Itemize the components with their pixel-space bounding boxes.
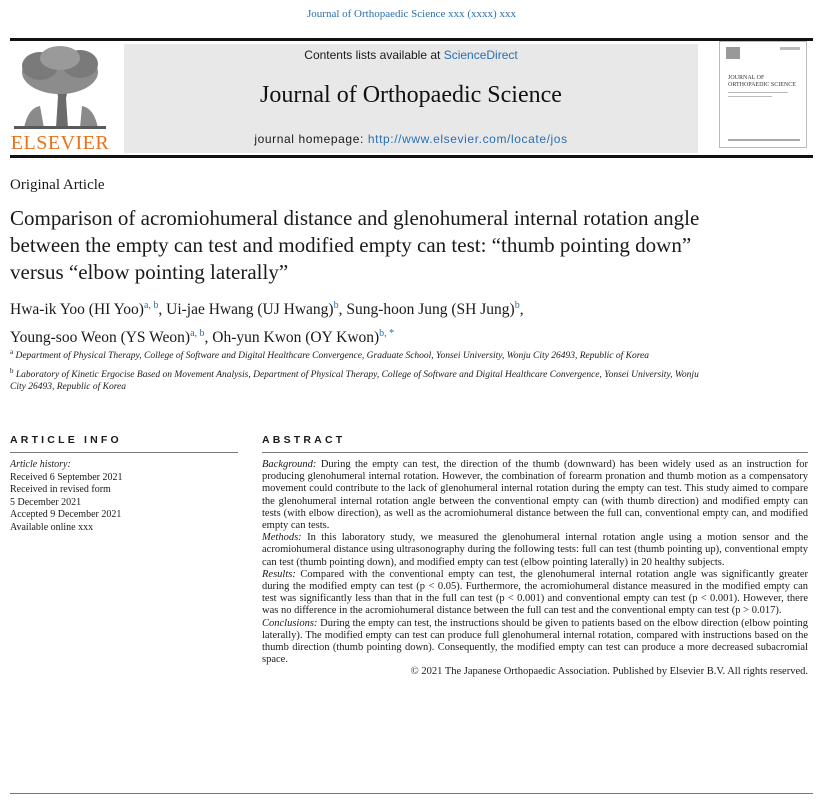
author-list <box>10 294 770 350</box>
author-affil-mark[interactable]: a, b <box>143 300 159 311</box>
abstract-column <box>262 434 808 679</box>
author-affil-mark[interactable]: b, * <box>379 328 395 340</box>
footer-rule <box>10 793 813 794</box>
abstract-heading: ABSTRACT <box>262 434 808 453</box>
abstract-body <box>262 459 808 679</box>
history-item: Received in revised form <box>10 484 111 495</box>
affiliations <box>10 346 710 396</box>
author-separator: , <box>519 301 524 319</box>
contents-line <box>124 48 698 62</box>
abstract-label: Background: <box>262 459 317 470</box>
abstract-text: Compared with the conventional empty can test, the glenohumeral internal rotation angle was significantly greater during the modified empty can test (p < 0.05). Furthermore, the acromiohumeral distance measured in the modified empty can test was significantly less than that in the full can test (p < 0.001) and conventional empty can test (p < 0.001). However, there was no difference in the acromiohumeral distance between the full can test and the conventional empty can test (p > 0.017). <box>262 568 809 617</box>
article-info-heading: ARTICLE INFO <box>10 434 238 453</box>
journal-cover-thumbnail[interactable] <box>719 41 807 148</box>
author-name[interactable]: Young-soo Weon (YS Weon) <box>10 329 191 347</box>
cover-logo-icon <box>726 47 740 59</box>
author-affil-mark[interactable]: b <box>333 300 339 311</box>
running-head[interactable]: Journal of Orthopaedic Science xxx (xxxx) xxx <box>307 8 516 20</box>
history-label: Article history: <box>10 459 71 470</box>
affiliation-text: Department of Physical Therapy, College of Software and Digital Healthcare Convergence, Graduate School, Yonsei University, Wonju City 26493, Republic of Korea <box>15 351 650 362</box>
homepage-line <box>124 132 698 146</box>
copyright-notice: © 2021 The Japanese Orthopaedic Association. Published by Elsevier B.V. All rights reserved. <box>410 666 808 678</box>
cover-journal-title: JOURNAL OF ORTHOPAEDIC SCIENCE <box>728 75 796 88</box>
article-type: Original Article <box>10 177 105 193</box>
abstract-conclusions <box>262 618 808 667</box>
history-item: Accepted 9 December 2021 <box>10 509 122 520</box>
affiliation-item <box>10 346 710 362</box>
masthead-bottom-rule <box>10 155 813 158</box>
history-item: Received 6 September 2021 <box>10 471 123 483</box>
elsevier-logo <box>10 44 110 154</box>
journal-name: Journal of Orthopaedic Science <box>260 82 562 108</box>
author-separator: , <box>158 301 167 319</box>
article-title: Comparison of acromiohumeral distance and glenohumeral internal rotation angle between the empty can test and modified empty can test: “thumb pointing down” versus “elbow pointing laterally” <box>10 206 700 284</box>
author-name[interactable]: Hwa-ik Yoo (HI Yoo) <box>10 301 144 319</box>
abstract-text: During the empty can test, the direction of the thumb (downward) has been widely used as an instruction for producing glenohumeral internal rotation. However, the combination of forearm pronation and thumb motion as a compensatory movement could contribute to the lack of glenohumeral internal rotation during the empty can test. This study aimed to compare the glenohumeral internal rotation angle between the conventional empty can (with thumb direction) and modified empty can tests (with elbow direction), as well as the acromiohumeral distance between the full can, conventional empty can, and modified empty can tests. <box>262 459 809 532</box>
author-separator: , <box>204 329 213 347</box>
article-history <box>10 459 238 534</box>
history-item: 5 December 2021 <box>10 496 82 508</box>
affiliation-mark: b <box>10 367 14 376</box>
affiliation-item <box>10 365 710 393</box>
cover-footer-bar <box>728 139 800 141</box>
author-name[interactable]: Sung-hoon Jung (SH Jung) <box>346 301 515 319</box>
author-affil-mark[interactable]: b <box>514 300 520 311</box>
author-name[interactable]: Oh-yun Kwon (OY Kwon) <box>212 329 380 347</box>
abstract-background <box>262 459 808 532</box>
abstract-label: Results: <box>262 568 296 580</box>
masthead-top-rule <box>10 38 813 41</box>
homepage-prefix: journal homepage: <box>254 132 368 146</box>
elsevier-tree-icon <box>10 44 110 130</box>
affiliation-mark: a <box>10 348 14 356</box>
cover-issue-mark <box>780 47 800 50</box>
abstract-methods <box>262 532 808 569</box>
history-item: Available online xxx <box>10 521 94 533</box>
abstract-results <box>262 569 808 618</box>
journal-banner <box>124 44 698 153</box>
article-info-column <box>10 434 238 534</box>
author-name[interactable]: Ui-jae Hwang (UJ Hwang) <box>166 301 334 319</box>
publisher-wordmark: ELSEVIER <box>10 132 110 154</box>
abstract-label: Conclusions: <box>262 617 318 629</box>
cover-divider <box>728 92 788 93</box>
sciencedirect-link[interactable]: ScienceDirect <box>443 48 518 62</box>
contents-prefix: Contents lists available at <box>304 48 444 62</box>
cover-divider <box>728 96 772 97</box>
homepage-link[interactable]: http://www.elsevier.com/locate/jos <box>367 132 568 146</box>
abstract-text: During the empty can test, the instructions should be given to patients based on the elbow direction (elbow pointing laterally). The modified empty can test can produce full glenohumeral internal rotation, compared with instructions based on the thumb direction (thumb pointing down). Consequently, the modified empty can test can produce a more decreased subacromial space. <box>262 617 809 666</box>
abstract-label: Methods: <box>262 532 302 544</box>
affiliation-text: Laboratory of Kinetic Ergocise Based on Movement Analysis, Department of Physical Therapy, College of Software and Digital Healthcare Convergence, Yonsei University, Wonju City 26493, Republic of Korea <box>10 370 699 393</box>
author-separator: , <box>338 301 347 319</box>
author-affil-mark[interactable]: a, b <box>190 328 205 340</box>
abstract-text: In this laboratory study, we measured the glenohumeral internal rotation angle using a motion sensor and the acromiohumeral distance using ultrasonography during the following tests: full can test (thumb pointing up), conventional empty can test (thumb pointing down), and modified empty can test (elbow pointing laterally) in 20 healthy subjects. <box>262 532 808 568</box>
